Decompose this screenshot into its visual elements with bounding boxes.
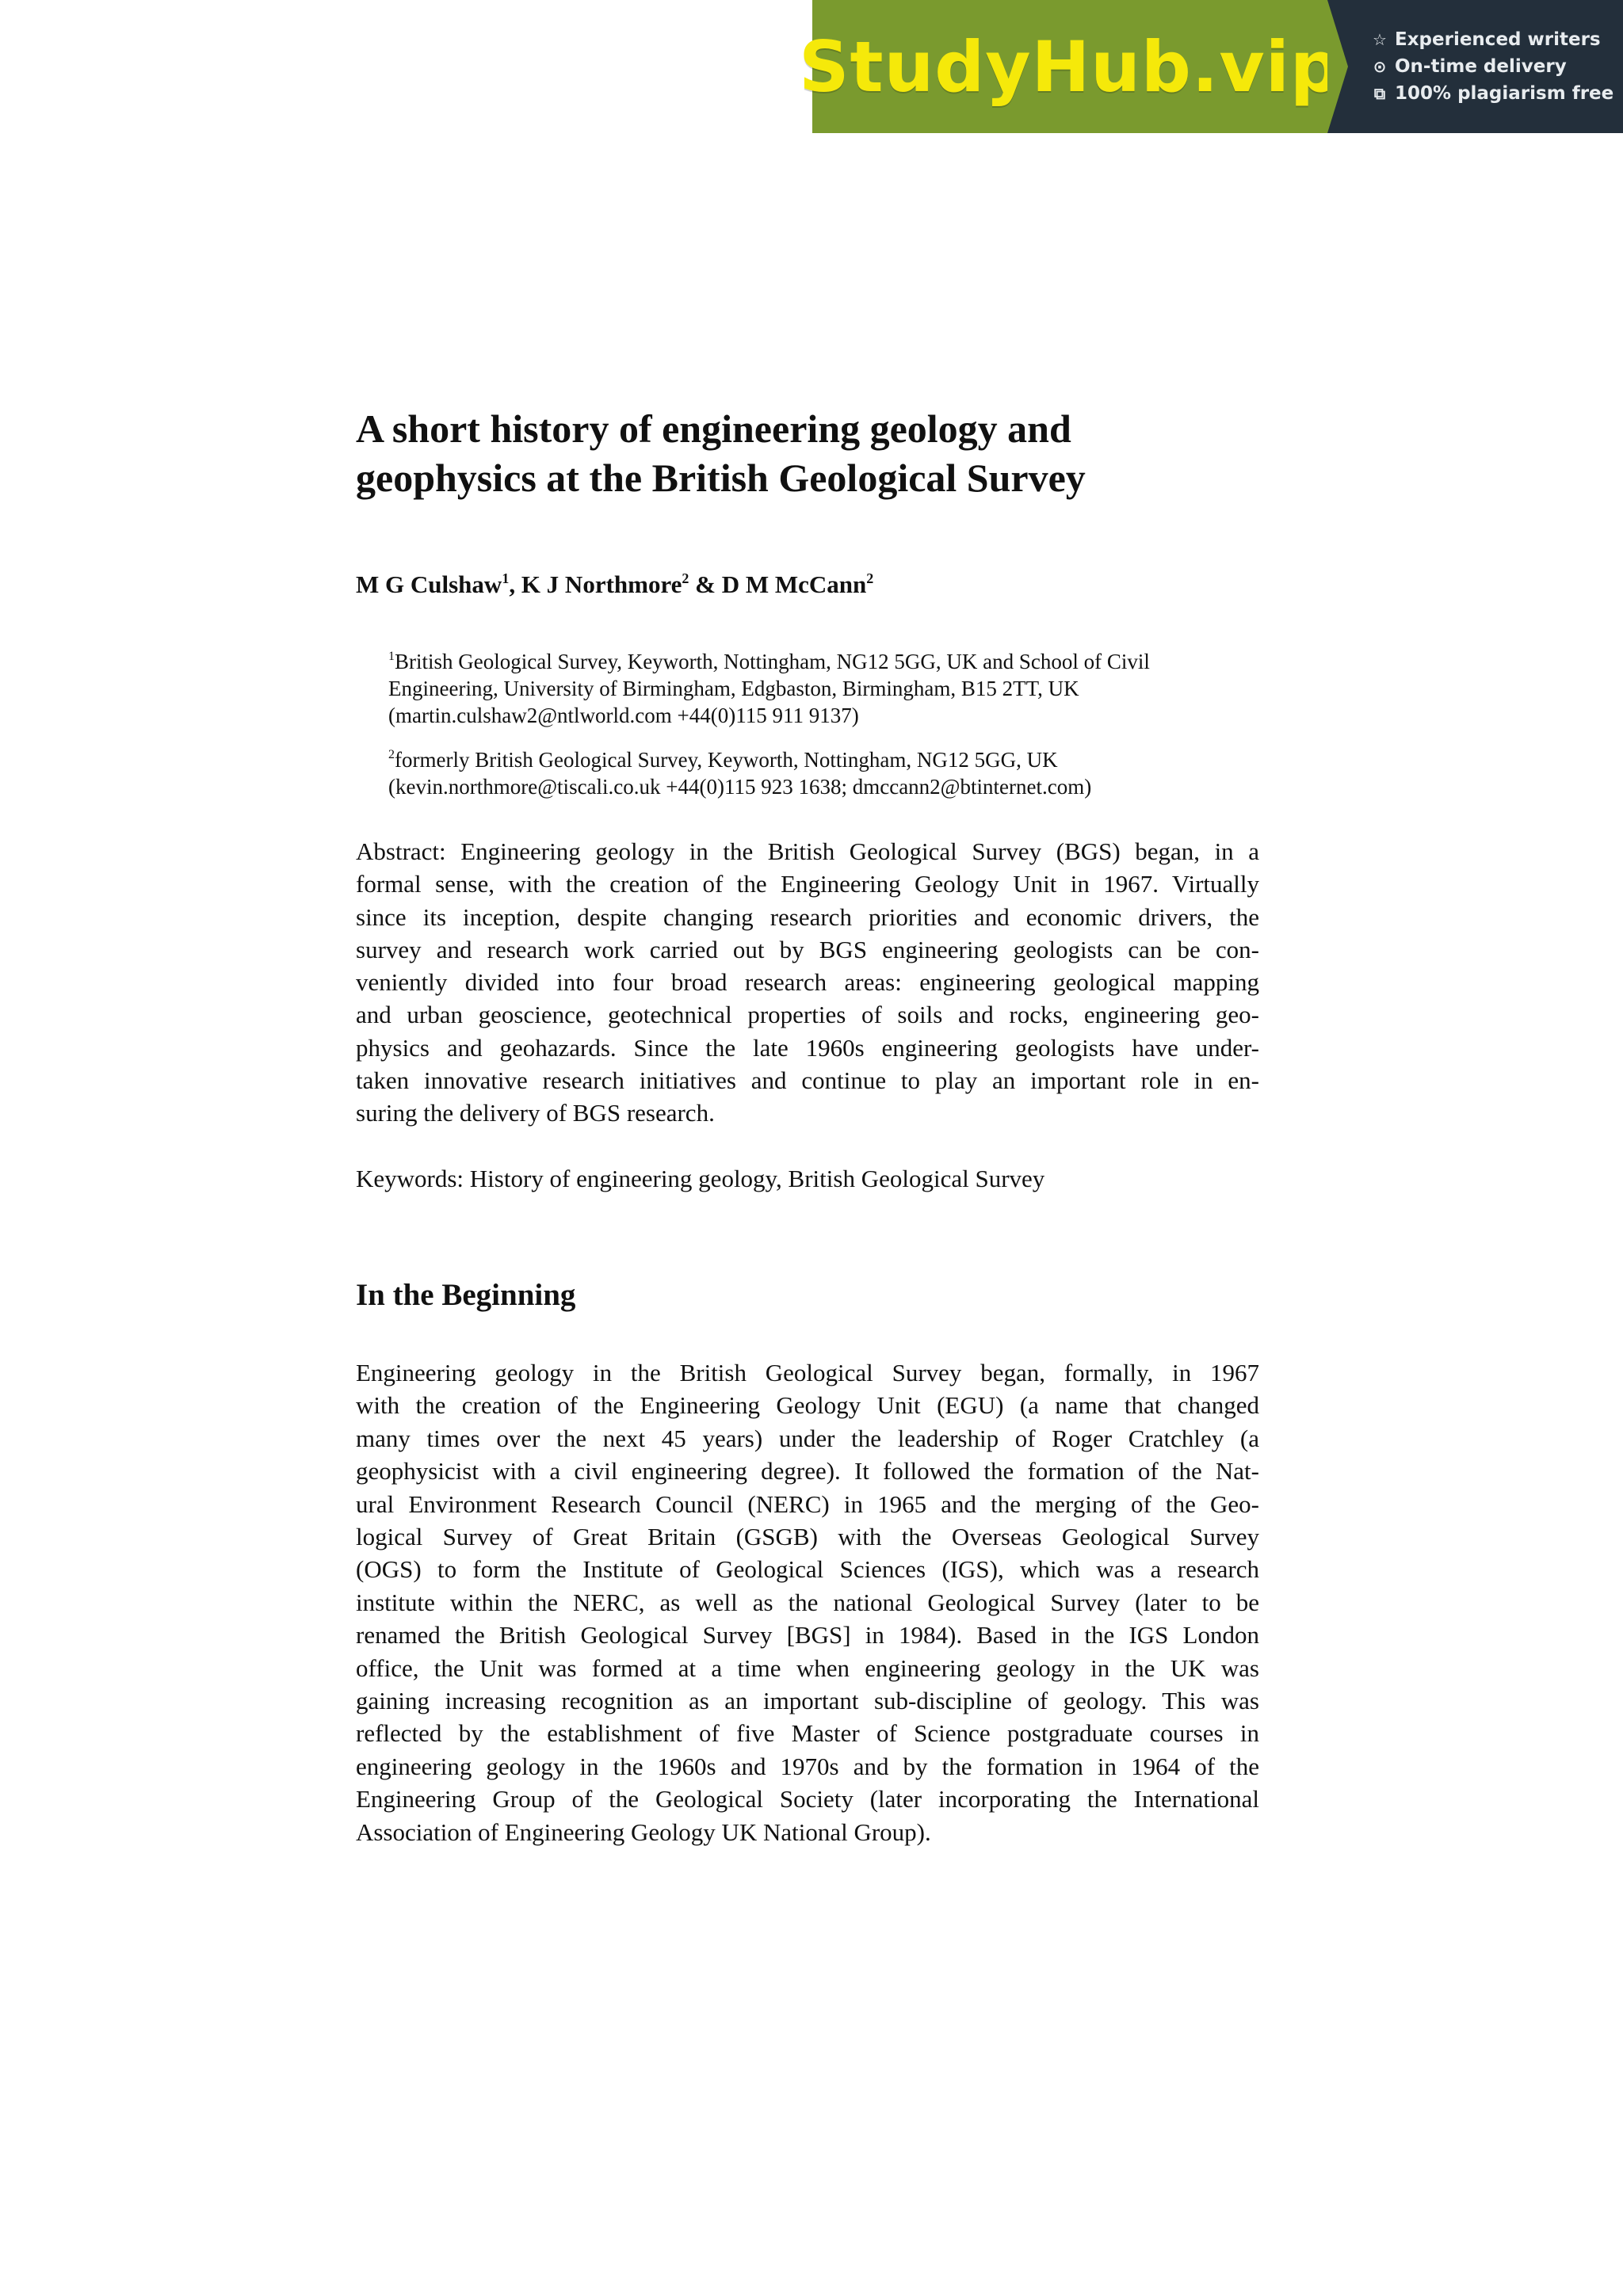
affiliation-contact: (martin.culshaw2@ntlworld.com +44(0)115 911 9137) [388,704,859,727]
author-separator: & [689,570,722,598]
affiliation-1 [388,648,1260,729]
abstract-line: taken innovative research initiatives and continue to play an important role in en- [356,1066,1259,1095]
affiliation-text: formerly British Geological Survey, Keyworth, Nottingham, NG12 5GG, UK [395,748,1058,772]
body-line: office, the Unit was formed at a time when engineering geology in the UK was [356,1653,1259,1682]
body-line: (OGS) to form the Institute of Geological Sciences (IGS), which was a research [356,1555,1259,1584]
feature-plagiarism-free [1371,83,1623,104]
abstract-line: formal sense, with the creation of the Engineering Geology Unit in 1967. Virtually [356,870,1259,898]
studyhub-logo[interactable] [799,0,1341,133]
affiliation-line: Engineering, University of Birmingham, Edgbaston, Birmingham, B15 2TT, UK [388,677,1079,700]
affiliation-line [388,648,1260,675]
body-line: with the creation of the Engineering Geology Unit (EGU) (a name that changed [356,1391,1259,1420]
body-line: geophysicist with a civil engineering degree). It followed the formation of the Nat- [356,1457,1259,1486]
affiliation-contact: (kevin.northmore@tiscali.co.uk +44(0)115 923 1638; dmccann2@btinternet.com) [388,775,1092,799]
author-name: D M McCann [721,570,867,598]
affiliation-mark: 2 [388,748,395,761]
author-affiliation-mark: 2 [866,570,874,586]
clock-icon: ⊙ [1373,57,1387,76]
author-affiliation-mark: 2 [682,570,689,586]
paper-title [356,404,1259,502]
banner-features [1327,0,1623,133]
feature-label: 100% plagiarism free [1395,83,1614,104]
affiliation-line [388,746,1260,773]
feature-on-time-delivery [1371,56,1623,77]
body-line: institute within the NERC, as well as the national Geological Survey (later to be [356,1588,1259,1616]
logo-text: StudyHub.vip [799,25,1341,108]
abstract-line: veniently divided into four broad research areas: engineering geological mapping [356,968,1259,997]
feature-label: Experienced writers [1395,29,1601,50]
body-line: Engineering Group of the Geological Society (later incorporating the International [356,1785,1259,1814]
feature-experienced-writers [1371,29,1623,50]
body-line: reflected by the establishment of five Master of Science postgraduate courses in [356,1719,1259,1748]
body-line: engineering geology in the 1960s and 1970s and by the formation in 1964 of the [356,1752,1259,1780]
abstract-line: suring the delivery of BGS research. [356,1099,715,1127]
affiliation-mark: 1 [388,650,395,663]
title-line: geophysics at the British Geological Survey [356,456,1086,500]
feature-label: On-time delivery [1395,56,1567,77]
abstract-line: Abstract: Engineering geology in the British Geological Survey (BGS) began, in a [356,837,1259,865]
author-name: M G Culshaw [356,570,502,598]
studyhub-banner[interactable] [799,0,1623,133]
keywords: Keywords: History of engineering geology, British Geological Survey [356,1165,1045,1192]
body-line: ural Environment Research Council (NERC) in 1965 and the merging of the Geo- [356,1489,1259,1518]
abstract-line: survey and research work carried out by BGS engineering geologists can be con- [356,935,1259,963]
author-affiliation-mark: 1 [502,570,510,586]
author-separator: , [509,570,521,598]
section-heading: In the Beginning [356,1278,576,1312]
body-line: many times over the next 45 years) under the leadership of Roger Cratchley (a [356,1424,1259,1452]
affiliation-text: British Geological Survey, Keyworth, Nottingham, NG12 5GG, UK and School of Civil [395,650,1150,673]
banner-arrow-shape [1327,0,1348,133]
body-line: Engineering geology in the British Geological Survey began, formally, in 1967 [356,1359,1259,1386]
author-name: K J Northmore [521,570,682,598]
body-paragraph [356,1356,1259,1848]
body-line: Association of Engineering Geology UK National Group). [356,1817,931,1846]
copy-document-icon: ⧉ [1373,84,1386,103]
abstract-line: physics and geohazards. Since the late 1960s engineering geologists have under- [356,1033,1259,1062]
body-line: renamed the British Geological Survey [BGS] in 1984). Based in the IGS London [356,1621,1259,1650]
abstract [356,835,1259,1130]
abstract-line: since its inception, despite changing research priorities and economic drivers, the [356,902,1259,931]
body-line: gaining increasing recognition as an important sub-discipline of geology. This was [356,1687,1259,1715]
title-line: A short history of engineering geology and [356,406,1071,451]
abstract-line: and urban geoscience, geotechnical properties of soils and rocks, engineering geo- [356,1001,1259,1029]
body-line: logical Survey of Great Britain (GSGB) with the Overseas Geological Survey [356,1523,1259,1551]
star-outline-icon: ☆ [1373,30,1387,49]
affiliation-2 [388,746,1260,800]
author-list [356,569,873,601]
